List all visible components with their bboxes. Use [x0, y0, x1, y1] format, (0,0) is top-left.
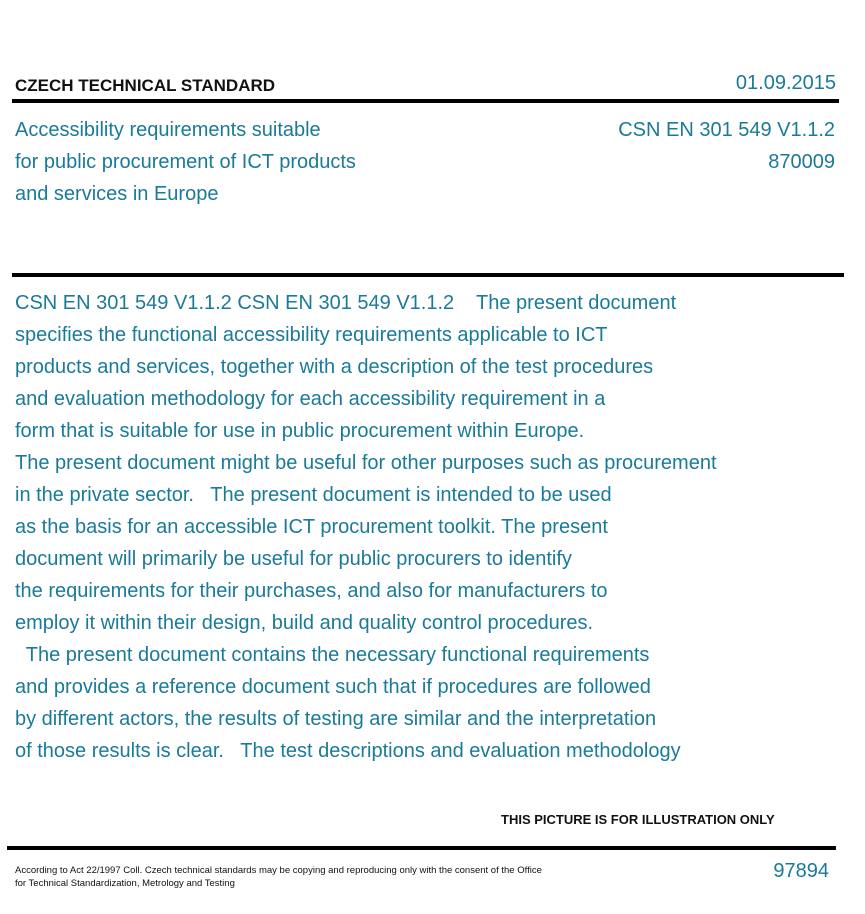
abstract-line: products and services, together with a description of the test procedures	[15, 356, 654, 378]
illustration-disclaimer: THIS PICTURE IS FOR ILLUSTRATION ONLY	[501, 812, 775, 827]
abstract-line: by different actors, the results of testing are similar and the interpretation	[15, 708, 657, 730]
abstract-line: as the basis for an accessible ICT procurement toolkit. The present	[15, 516, 608, 538]
standard-number: CSN EN 301 549 V1.1.2	[618, 119, 835, 141]
document-title-line: Accessibility requirements suitable	[15, 119, 321, 141]
copyright-note-line: for Technical Standardization, Metrology and Testing	[15, 878, 235, 889]
document-title-line: and services in Europe	[15, 183, 219, 205]
abstract-line: and evaluation methodology for each accessibility requirement in a	[15, 388, 606, 410]
abstract-line: document will primarily be useful for public procurers to identify	[15, 548, 572, 570]
publication-date: 01.09.2015	[735, 72, 836, 94]
title-divider	[12, 273, 844, 277]
document-title-line: for public procurement of ICT products	[15, 151, 356, 173]
header-divider	[12, 99, 839, 103]
product-code: 97894	[773, 860, 829, 882]
standard-reference	[618, 114, 835, 178]
abstract-line: The present document might be useful for other purposes such as procurement	[15, 452, 717, 474]
abstract-line: CSN EN 301 549 V1.1.2 CSN EN 301 549 V1.1.2 The present document	[15, 292, 677, 314]
abstract-line: The present document contains the necessary functional requirements	[15, 644, 650, 666]
abstract-line: in the private sector. The present document is intended to be used	[15, 484, 612, 506]
abstract-line: employ it within their design, build and quality control procedures.	[15, 612, 594, 634]
document-abstract	[15, 287, 815, 767]
copyright-note-line: According to Act 22/1997 Coll. Czech technical standards may be copying and reproducing only with the consent of the Office	[15, 865, 542, 876]
footer-divider	[7, 846, 836, 850]
abstract-line: the requirements for their purchases, and also for manufacturers to	[15, 580, 608, 602]
document-title	[15, 114, 435, 210]
classification-code: 870009	[768, 151, 835, 173]
copyright-note	[15, 864, 615, 890]
abstract-line: and provides a reference document such that if procedures are followed	[15, 676, 651, 698]
abstract-line: specifies the functional accessibility requirements applicable to ICT	[15, 324, 608, 346]
standard-header-title: CZECH TECHNICAL STANDARD	[15, 76, 276, 95]
abstract-line: form that is suitable for use in public procurement within Europe.	[15, 420, 585, 442]
abstract-line: of those results is clear. The test descriptions and evaluation methodology	[15, 740, 681, 762]
